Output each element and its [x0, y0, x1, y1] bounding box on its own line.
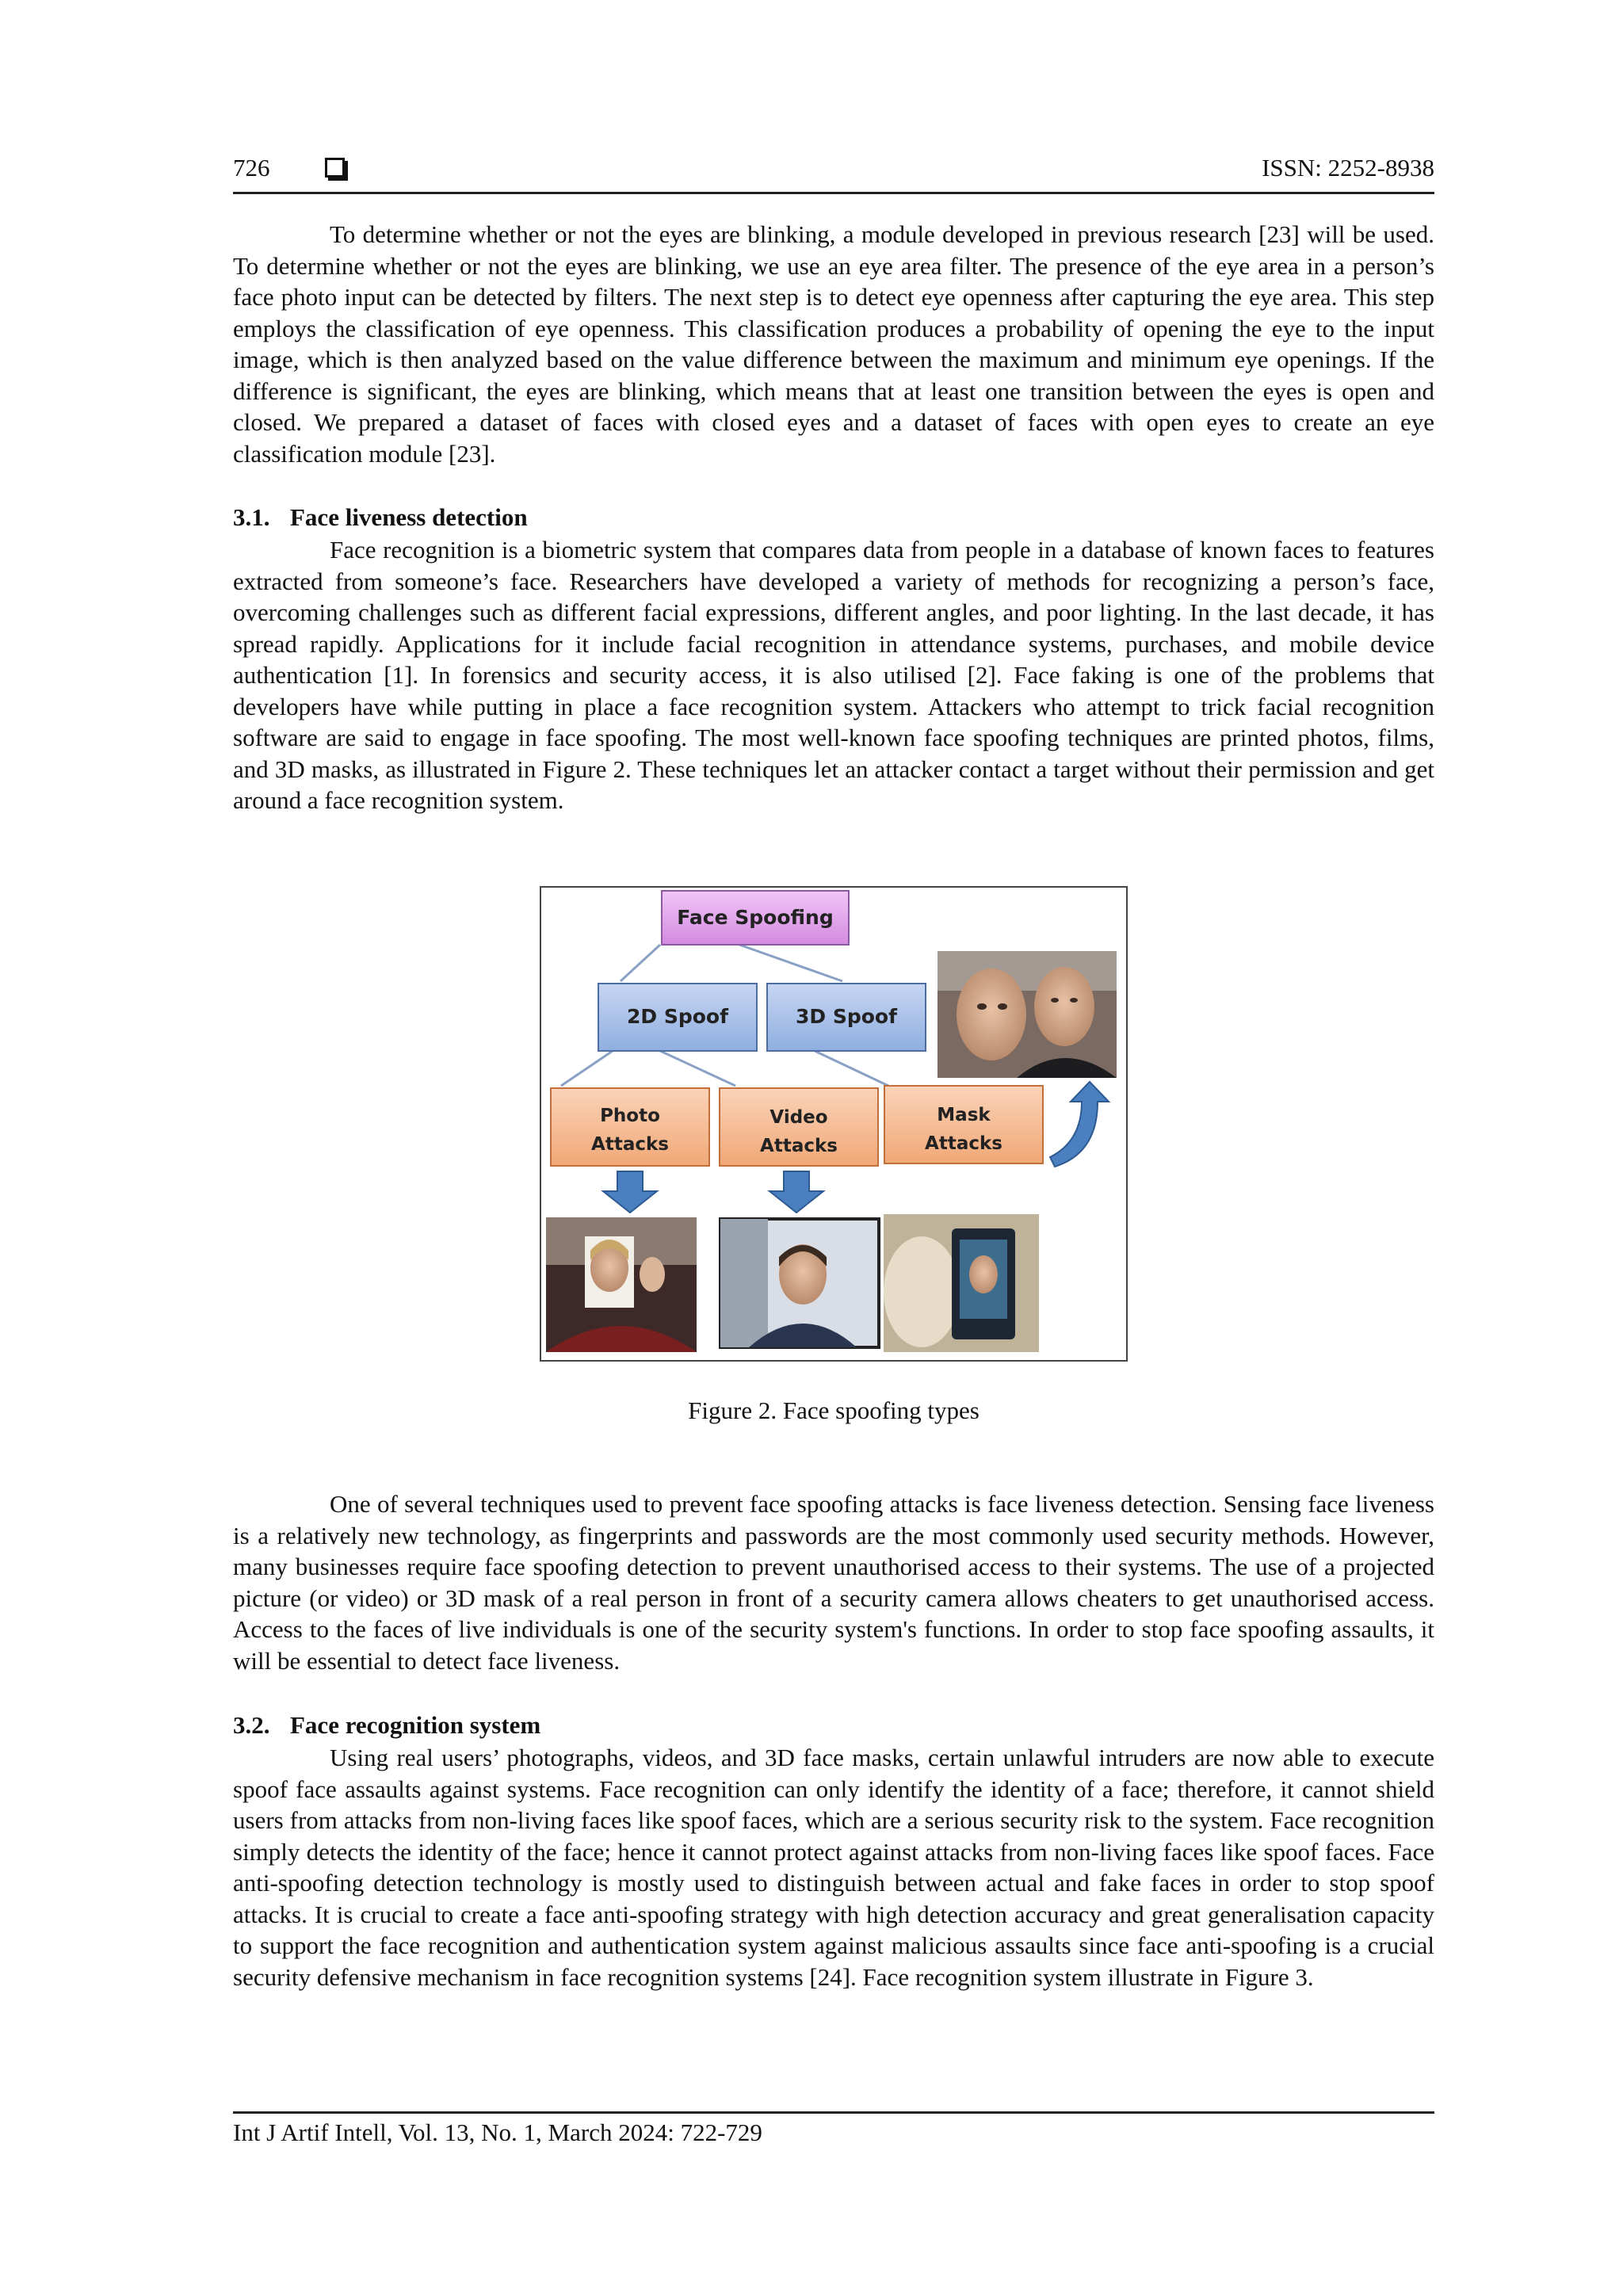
issn: ISSN: 2252-8938	[1262, 154, 1434, 181]
body-paragraph: To determine whether or not the eyes are blinking, a module developed in previous research [23] will be used. To determine whether or not the eyes are blinking, we use an eye area filter. The presence of the eye area in a person’s face photo input can be detected by filters. The next step is to detect eye openness after capturing the eye area. This step employs the classification of eye openness. This classification produces a probability of opening the eye to the input image, which is then analyzed based on the value difference between the maximum and minimum eye openings. If the difference is significant, the eyes are blinking, which means that at least one transition between the eyes is open and closed. We prepared a dataset of faces with closed eyes and a dataset of faces with open eyes to create an eye classification module [23].	[233, 220, 1434, 468]
page-number: 726	[233, 154, 270, 181]
figure-face-spoofing-types	[540, 886, 1128, 1362]
video-attack-image	[720, 1219, 879, 1347]
mask-attack-image	[884, 1214, 1039, 1352]
spoof-2d-node	[598, 984, 757, 1051]
body-paragraph: Using real users’ photographs, videos, and 3D face masks, certain unlawful intruders are now able to execute spoof face assaults against systems. Face recognition can only identify the identity of a face; therefore, it cannot shield users from attacks from non-living faces like spoof faces, which are a serious security risk to the system. Face recognition simply detects the identity of the face; hence it cannot protect against attacks from non-living faces like spoof faces. Face anti-spoofing detection technology is mostly used to distinguish between actual and fake faces in order to stop spoof attacks. It is crucial to create a face anti-spoofing strategy with high detection accuracy and great generalisation capacity to support the face recognition and authentication system against malicious assaults since face anti-spoofing is a crucial security defensive mechanism in face recognition systems [24]. Face recognition system illustrate in Figure 3.	[233, 1744, 1434, 1991]
down-arrow-icon	[769, 1171, 823, 1213]
face-spoofing-label: Face Spoofing	[677, 906, 834, 929]
page-header	[233, 154, 1434, 194]
video-attacks-label-1: Video	[769, 1107, 828, 1128]
photo-attacks-node	[551, 1088, 709, 1166]
body-paragraph: Face recognition is a biometric system that compares data from people in a database of known faces to features extracted from someone’s face. Researchers have developed a variety of methods for recognizing a person’s face, overcoming challenges such as different facial expressions, different angles, and poor lighting. In the last decade, it has spread rapidly. Applications for it include facial recognition in attendance systems, purchases, and mobile device authentication [1]. In forensics and security access, it is also utilised [2]. Face faking is one of the problems that developers have while putting in place a face recognition system. Attackers who attempt to trick facial recognition software are said to engage in face spoofing. The most well-known face spoofing techniques are printed photos, films, and 3D masks, as illustrated in Figure 2. These techniques let an attacker contact a target without their permission and get around a face recognition system.	[233, 536, 1434, 814]
spoof-3d-label: 3D Spoof	[796, 1005, 897, 1028]
section-number: 3.2.	[233, 1711, 270, 1739]
section-number: 3.1.	[233, 503, 270, 531]
section-title: Face liveness detection	[290, 503, 528, 531]
mask-attacks-node	[884, 1086, 1043, 1163]
mask-attacks-label-2: Attacks	[925, 1133, 1002, 1154]
figure-caption: Figure 2. Face spoofing types	[688, 1396, 980, 1424]
photo-attacks-label-2: Attacks	[591, 1134, 669, 1155]
mask-photo-image	[938, 951, 1117, 1078]
page-footer	[233, 2111, 1434, 2147]
photo-attack-image	[546, 1217, 697, 1352]
spoof-2d-label: 2D Spoof	[627, 1005, 728, 1028]
section-heading	[233, 1711, 540, 1740]
section-title: Face recognition system	[290, 1711, 541, 1739]
square-bullet-icon	[325, 158, 345, 178]
photo-attacks-label-1: Photo	[600, 1106, 660, 1126]
journal-citation: Int J Artif Intell, Vol. 13, No. 1, March 2024: 722-729	[233, 2118, 762, 2146]
video-attacks-label-2: Attacks	[760, 1136, 838, 1156]
spoof-3d-node	[767, 984, 926, 1051]
face-spoofing-node	[662, 891, 849, 945]
section-heading	[233, 503, 528, 532]
face-spoofing-diagram	[541, 888, 1126, 1360]
down-arrow-icon	[603, 1171, 657, 1213]
video-attacks-node	[720, 1088, 878, 1166]
curved-arrow-icon	[1050, 1082, 1109, 1167]
mask-attacks-label-1: Mask	[937, 1105, 991, 1125]
body-paragraph: One of several techniques used to prevent face spoofing attacks is face liveness detection. Sensing face liveness is a relatively new technology, as fingerprints and passwords are the most commonly used security methods. However, many businesses require face spoofing detection to prevent unauthorised access to their systems. The use of a projected picture (or video) or 3D mask of a real person in front of a security camera allows cheaters to get unauthorised access. Access to the faces of live individuals is one of the security system's functions. In order to stop face spoofing assaults, it will be essential to detect face liveness.	[233, 1490, 1434, 1675]
